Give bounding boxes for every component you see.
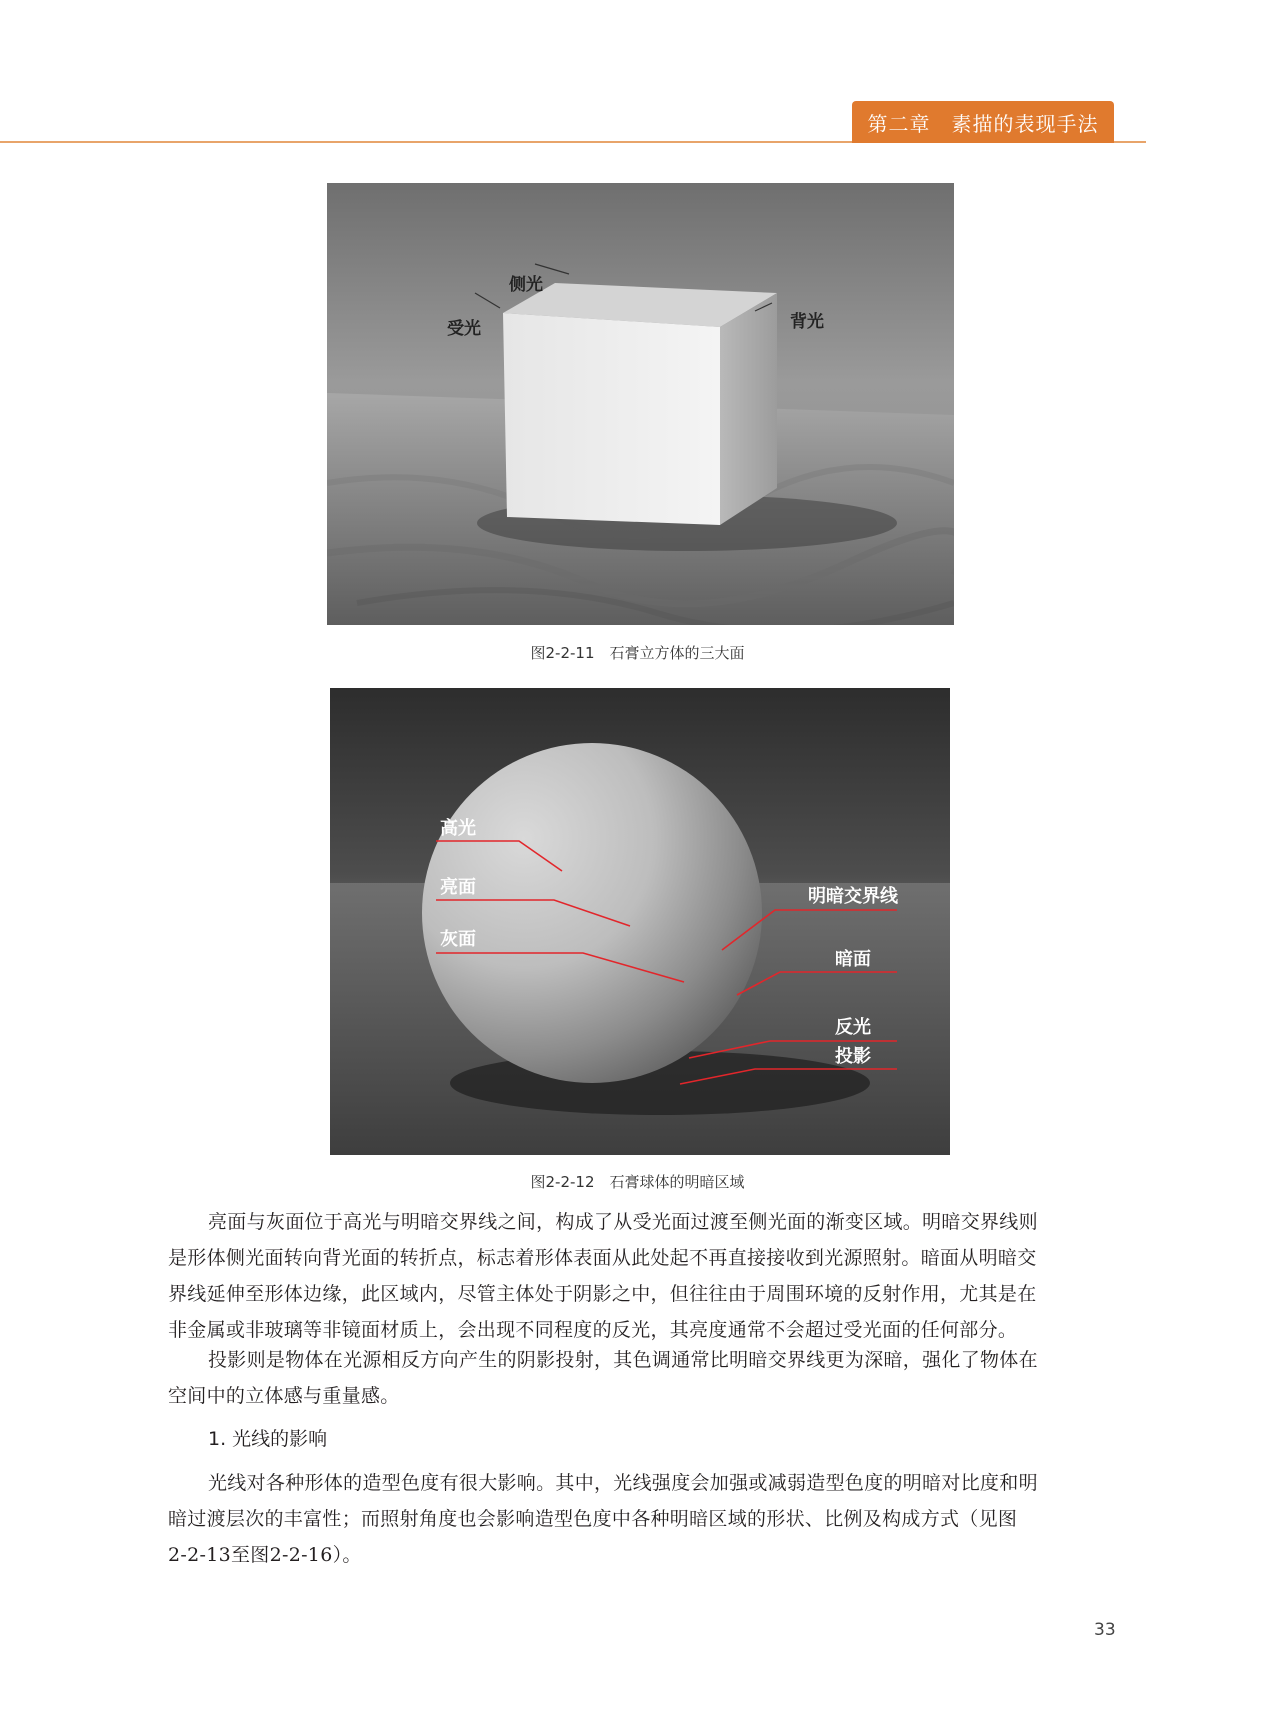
label-bright-face: 亮面 <box>440 877 476 898</box>
figure-2-caption: 图2-2-12 石膏球体的明暗区域 <box>530 1173 745 1191</box>
label-lit-face: 受光 <box>447 319 481 339</box>
paragraph-line: 投影则是物体在光源相反方向产生的阴影投射，其色调通常比明暗交界线更为深暗，强化了物体在 <box>208 1349 1038 1371</box>
paragraph-line: 2-2-13至图2-2-16）。 <box>168 1544 362 1566</box>
paragraph-line: 是形体侧光面转向背光面的转折点，标志着形体表面从此处起不再直接接收到光源照射。暗面从明暗交 <box>168 1247 1037 1269</box>
paragraph-line: 亮面与灰面位于高光与明暗交界线之间，构成了从受光面过渡至侧光面的渐变区域。明暗交界线则 <box>208 1211 1038 1233</box>
label-back-light: 背光 <box>790 312 824 332</box>
label-terminator: 明暗交界线 <box>808 886 898 907</box>
section-heading: 1. 光线的影响 <box>208 1428 328 1450</box>
figure-sphere-photo <box>330 688 950 1155</box>
paragraph-line: 暗过渡层次的丰富性；而照射角度也会影响造型色度中各种明暗区域的形状、比例及构成方式（见图 <box>168 1508 1018 1530</box>
paragraph-1 <box>168 1204 1112 1348</box>
label-cast-shadow: 投影 <box>835 1046 871 1067</box>
chapter-tab: 第二章 素描的表现手法 <box>852 101 1114 143</box>
label-side-light: 侧光 <box>509 275 543 295</box>
page-number: 33 <box>1094 1620 1116 1640</box>
paragraph-3 <box>168 1465 1112 1573</box>
label-reflected-light: 反光 <box>835 1017 871 1038</box>
figure-cube-photo <box>327 183 954 625</box>
paragraph-2 <box>168 1342 1112 1414</box>
label-gray-face: 灰面 <box>440 929 476 950</box>
label-highlight: 高光 <box>440 818 476 839</box>
label-dark-face: 暗面 <box>835 949 871 970</box>
cube-front-face <box>503 313 720 525</box>
cube-side-face <box>720 293 777 525</box>
paragraph-line: 空间中的立体感与重量感。 <box>168 1385 400 1407</box>
paragraph-line: 光线对各种形体的造型色度有很大影响。其中，光线强度会加强或减弱造型色度的明暗对比度和明 <box>208 1472 1038 1494</box>
paragraph-line: 非金属或非玻璃等非镜面材质上，会出现不同程度的反光，其亮度通常不会超过受光面的任何部分。 <box>168 1319 1018 1341</box>
figure-1-caption: 图2-2-11 石膏立方体的三大面 <box>530 644 745 662</box>
paragraph-line: 界线延伸至形体边缘，此区域内，尽管主体处于阴影之中，但往往由于周围环境的反射作用，尤其是在 <box>168 1283 1037 1305</box>
